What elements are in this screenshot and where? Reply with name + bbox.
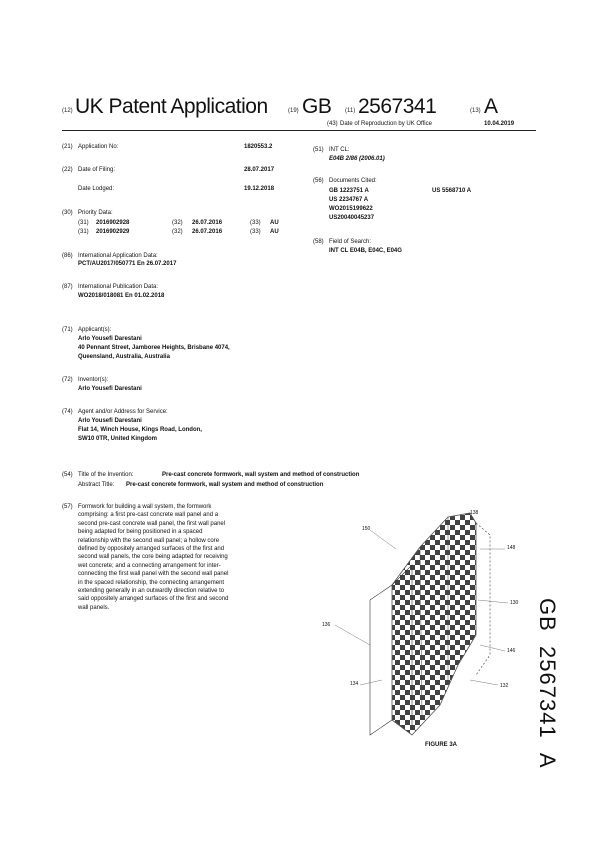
lodged-value: 19.12.2018 [244,186,275,192]
applicant-address: Queensland, Australia, Australia [78,354,170,360]
code-13: (13) [470,108,481,114]
filing-code: (22) [62,167,73,173]
cited-doc: US 2234767 A [329,197,369,203]
title-code: (54) [62,472,73,478]
abstract-code: (57) [62,504,73,510]
abstract-line: comprising: a first pre-cast concrete wall panel and a [78,512,219,519]
abstract-line: second wall panels, the core being adapted for receiving [78,554,228,561]
intl-pub-value: WO2018/018081 En 01.02.2018 [78,293,165,299]
abstract-line: Formwork for building a wall system, the formwork [78,504,212,510]
intl-app-code: (86) [62,253,73,259]
lodged-label: Date Lodged: [78,186,115,192]
ref-numeral: 136 [322,622,331,628]
agent-address: SW10 0TR, United Kingdom [78,436,158,442]
agent-name: Arlo Yousefi Darestani [78,418,142,424]
priority-label: Priority Data: [78,210,113,216]
filing-label: Date of Filing: [78,167,116,173]
applicant-label: Applicant(s): [78,327,112,333]
abstract-title-label: Abstract Title: [78,482,115,488]
intcl-label: INT CL: [329,147,350,153]
publication-number: 2567341 [358,95,437,118]
priority-code: (30) [62,210,73,216]
applicant-code: (71) [62,327,73,333]
agent-code: (74) [62,409,73,415]
applicant-address: 40 Pennant Street, Jamboree Heights, Brisbane 4074, [78,345,230,351]
abstract-line: relationship with the second wall panel; a hollow core [78,537,220,544]
abstract-line: in the spaced relationship, the connecting arrangement [78,579,225,586]
cited-doc: US20040045237 [329,215,375,221]
agent-label: Agent and/or Address for Service: [78,409,168,415]
intl-pub-label: International Publication Data: [78,284,159,290]
inventor-code: (72) [62,377,73,383]
cited-doc: GB 1223751 A [329,188,369,194]
publication-type: UK Patent Application [75,95,268,118]
abstract-line: wet concrete; and a connecting arrangement for inter- [78,562,221,569]
docs-code: (56) [313,178,324,184]
search-value: INT CL E04B, E04C, E04G [329,248,402,254]
invention-title-label: Title of the Invention: [78,472,134,478]
search-code: (58) [313,239,324,245]
cited-doc: US 5568710 A [432,188,472,194]
ref-numeral: 130 [510,600,519,606]
side-publication-label: GB 2567341 A [535,598,560,769]
reproduction-label: Date of Reproduction by UK Office [340,121,432,127]
abstract-line: being adapted for being positioned in a spaced [78,529,203,536]
abstract-line: defined by oppositely arranged surfaces of the first and [78,546,225,552]
ref-numeral: 134 [350,681,359,687]
code-12: (12) [62,108,73,114]
intcl-value: E04B 2/86 (2006.01) [329,156,385,162]
cited-doc: WO2015199622 [329,206,373,212]
kind-code: A [484,95,498,118]
inventor-label: Inventor(s): [78,377,109,383]
filing-value: 28.07.2017 [244,167,275,173]
app-no-code: (21) [62,144,73,150]
abstract-line: extending generally in an outwardly direction relative to [78,588,225,594]
code-19: (19) [288,108,299,114]
agent-address: Flat 14, Winch House, Kings Road, London, [78,427,202,433]
app-no-label: Application No: [78,144,119,150]
country-code: GB [302,95,332,118]
figure-caption: FIGURE 3A [425,742,458,748]
abstract-line: wall panels. [78,604,110,611]
header-rule [62,130,536,131]
ref-numeral: 150 [362,526,371,532]
reproduction-date: 10.04.2019 [484,121,515,127]
abstract-line: connecting the first wall panel with the second wall panel [78,571,229,578]
intcl-code: (51) [313,147,324,153]
invention-title: Pre-cast concrete formwork, wall system and method of construction [162,472,360,478]
applicant-name: Arlo Yousefi Darestani [78,336,142,342]
ref-numeral: 132 [500,683,509,689]
code-11: (11) [345,108,356,114]
docs-label: Documents Cited: [329,178,377,184]
abstract-line: second pre-cast concrete wall panel, the first wall panel [78,520,226,527]
intl-app-label: International Application Data: [78,253,158,259]
code-43: (43) [327,121,338,127]
ref-numeral: 138 [470,510,479,516]
search-label: Field of Search: [329,239,372,245]
intl-pub-code: (87) [62,284,73,290]
inventor-name: Arlo Yousefi Darestani [78,386,142,392]
intl-app-value: PCT/AU2017/050771 En 26.07.2017 [78,261,177,267]
abstract-line: said oppositely arranged surfaces of the first and second [78,596,229,603]
ref-numeral: 146 [507,648,516,654]
abstract-title: Pre-cast concrete formwork, wall system and method of construction [126,482,324,488]
app-no-value: 1820553.2 [244,144,273,150]
ref-numeral: 148 [507,545,516,551]
figure-3a-drawing [330,505,530,745]
